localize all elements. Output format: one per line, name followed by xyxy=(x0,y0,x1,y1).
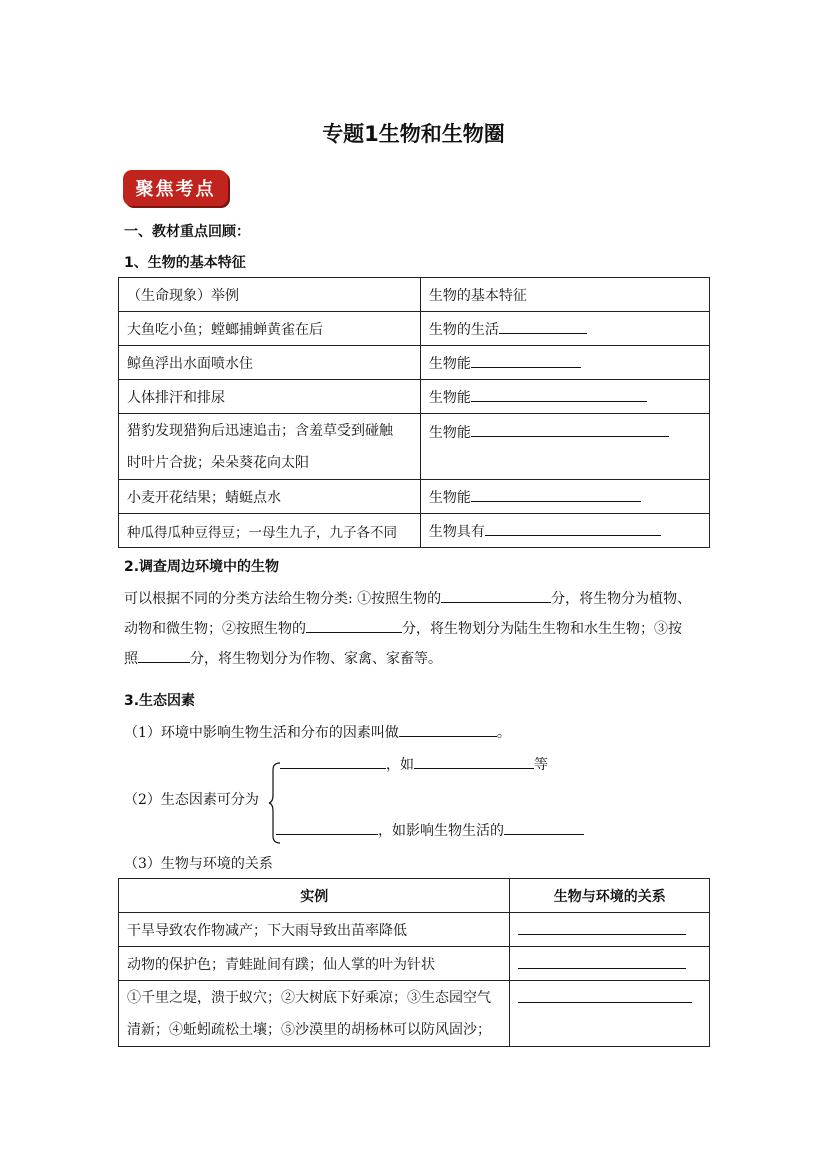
answer-blank xyxy=(471,488,641,502)
answer-blank xyxy=(399,723,497,737)
question-2-label: （2）生态因素可分为 xyxy=(124,792,259,808)
table-row xyxy=(119,414,710,480)
section-heading: 一、教材重点回顾： xyxy=(124,224,250,240)
feature-cell: 生物能 xyxy=(420,380,709,414)
answer-blank xyxy=(306,619,402,633)
answer-cell xyxy=(510,913,710,947)
example-cell: 小麦开花结果；蜻蜓点水 xyxy=(119,480,421,514)
page-title: 专题1生物和生物圈 xyxy=(322,122,505,146)
answer-blank xyxy=(276,821,378,835)
example-cell: 动物的保护色；青蛙趾间有蹼；仙人掌的叶为针状 xyxy=(119,947,510,981)
answer-blank xyxy=(471,423,669,437)
table-row xyxy=(119,312,710,346)
sub-heading-2: 2.调查周边环境中的生物 xyxy=(124,559,280,575)
example-cell: 鲸鱼浮出水面喷水住 xyxy=(119,346,421,380)
table-row xyxy=(119,947,710,981)
answer-blank xyxy=(485,522,661,536)
answer-blank xyxy=(518,921,686,935)
answer-cell xyxy=(510,981,710,1047)
answer-blank xyxy=(280,755,386,769)
example-cell: 干旱导致农作物减产；下大雨导致出苗率降低 xyxy=(119,913,510,947)
question-2-line-b: ，如影响生物生活的 xyxy=(276,820,584,840)
table-row xyxy=(119,913,710,947)
answer-blank xyxy=(518,989,692,1003)
feature-cell: 生物具有 xyxy=(420,514,709,548)
focus-badge xyxy=(123,170,228,206)
table-header-row xyxy=(119,278,710,312)
features-table xyxy=(118,277,710,548)
answer-blank xyxy=(499,320,587,334)
table-header-row xyxy=(119,879,710,913)
feature-cell: 生物能 xyxy=(420,346,709,380)
table-row xyxy=(119,981,710,1047)
answer-blank xyxy=(518,955,686,969)
feature-cell: 生物能 xyxy=(420,414,709,480)
header-cell: 生物与环境的关系 xyxy=(510,879,710,913)
header-cell: （生命现象）举例 xyxy=(119,278,421,312)
table-row xyxy=(119,514,710,548)
example-cell: 大鱼吃小鱼；螳螂捕蝉黄雀在后 xyxy=(119,312,421,346)
header-cell: 实例 xyxy=(119,879,510,913)
example-cell: 种瓜得瓜种豆得豆；一母生九子，九子各不同 xyxy=(119,514,421,548)
example-cell: ①千里之堤，溃于蚁穴；②大树底下好乘凉；③生态园空气 清新；④蚯蚓疏松土壤；⑤沙漠里的胡杨林可以防风固沙； xyxy=(119,981,510,1047)
answer-blank xyxy=(471,388,647,402)
sub-heading-3: 3.生态因素 xyxy=(124,693,196,709)
example-cell: 猎豹发现猎狗后迅速追击；含羞草受到碰触 时叶片合拢；朵朵葵花向太阳 xyxy=(119,414,421,480)
table-row xyxy=(119,346,710,380)
classification-paragraph: 可以根据不同的分类方法给生物分类: ①按照生物的 分，将生物分为植物、 动物和微生物；②按照生物的 分，将生物划分为陆生生物和水生生物；③按 照 分，将生物划分为作物、家禽、家畜等。 xyxy=(124,591,692,667)
feature-cell: 生物的生活 xyxy=(420,312,709,346)
answer-cell xyxy=(510,947,710,981)
answer-blank xyxy=(441,589,551,603)
feature-cell: 生物能 xyxy=(420,480,709,514)
answer-blank xyxy=(471,354,581,368)
example-cell: 人体排汗和排尿 xyxy=(119,380,421,414)
header-cell: 生物的基本特征 xyxy=(420,278,709,312)
table-row xyxy=(119,480,710,514)
answer-blank xyxy=(504,821,584,835)
question-3: （3）生物与环境的关系 xyxy=(124,856,273,872)
question-1: （1）环境中影响生物生活和分布的因素叫做 。 xyxy=(124,725,511,741)
answer-blank xyxy=(138,649,190,663)
question-2-line-a: ，如 等 xyxy=(280,754,548,774)
sub-heading-1: 1、生物的基本特征 xyxy=(124,255,246,271)
table-row xyxy=(119,380,710,414)
relation-table xyxy=(118,878,710,1047)
focus-badge-label: 聚焦考点 xyxy=(135,179,216,200)
answer-blank xyxy=(414,755,534,769)
